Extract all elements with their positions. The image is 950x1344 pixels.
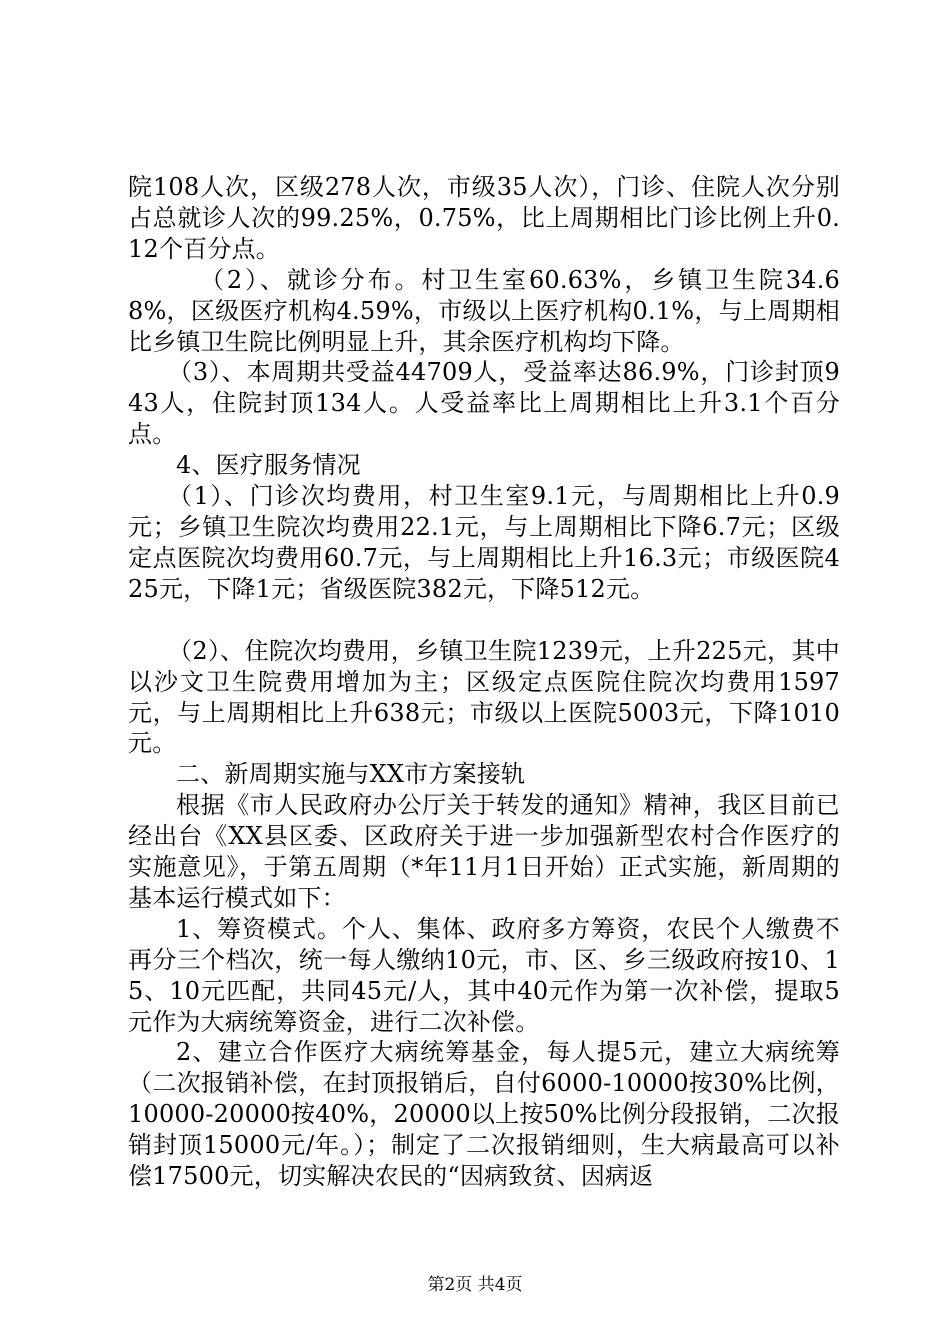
paragraph-major-illness-fund: 2、建立合作医疗大病统筹基金，每人提5元，建立大病统筹（二次报销补偿，在封顶报销后，自付6000-10000按30%比例，10000-20000按40%，20000以上按50%比例分段报销，二次报销封顶15000元/年。）；制定了二次报销细则，生大病最高可以补偿17500元，切实解决农民的“因病致贫、因病返 [128, 1038, 840, 1191]
section-heading-new-cycle: 二、新周期实施与XX市方案接轨 [176, 760, 526, 789]
paragraph-outpatient-stats: 院108人次，区级278人次，市级35人次），门诊、住院人次分别占总就诊人次的99.25%，0.75%，比上周期相比门诊比例上升0.12个百分点。 [128, 173, 840, 263]
paragraph-funding-model: 1、筹资模式。个人、集体、政府多方筹资，农民个人缴费不再分三个档次，统一每人缴纳10元，市、区、乡三级政府按10、15、10元匹配，共同45元/人，其中40元作为第一次补偿，提取5元作为大病统筹资金，进行二次补偿。 [128, 914, 840, 1036]
document-body [128, 172, 840, 1192]
paragraph-outpatient-cost: （1）、门诊次均费用，村卫生室9.1元，与周期相比上升0.9元；乡镇卫生院次均费用22.1元，与上周期相比下降6.7元；区级定点医院次均费用60.7元，与上周期相比上升16.3元；市级医院425元，下降1元；省级医院382元，下降512元。 [128, 482, 840, 603]
paragraph-visit-distribution: （2）、就诊分布。村卫生室60.63%，乡镇卫生院34.68%，区级医疗机构4.59%，市级以上医疗机构0.1%，与上周期相比乡镇卫生院比例明显上升，其余医疗机构均下降。 [128, 265, 840, 356]
page-footer: 第2页 共4页 [427, 1275, 523, 1295]
section-heading-medical-service: 4、医疗服务情况 [176, 451, 361, 480]
paragraph-beneficiaries: （3）、本周期共受益44709人，受益率达86.9%，门诊封顶943人，住院封顶134人。人受益率比上周期相比上升3.1个百分点。 [128, 358, 840, 449]
paragraph-policy-basis: 根据《市人民政府办公厅关于转发的通知》精神，我区目前已经出台《XX县区委、区政府关于进一步加强新型农村合作医疗的实施意见》，于第五周期（*年11月1日开始）正式实施，新周期的基本运行模式如下： [128, 791, 840, 912]
paragraph-inpatient-cost: （2）、住院次均费用，乡镇卫生院1239元，上升225元，其中以沙文卫生院费用增加为主；区级定点医院住院次均费用1597元，与上周期相比上升638元；市级以上医院5003元，下降1010元。 [128, 636, 840, 758]
